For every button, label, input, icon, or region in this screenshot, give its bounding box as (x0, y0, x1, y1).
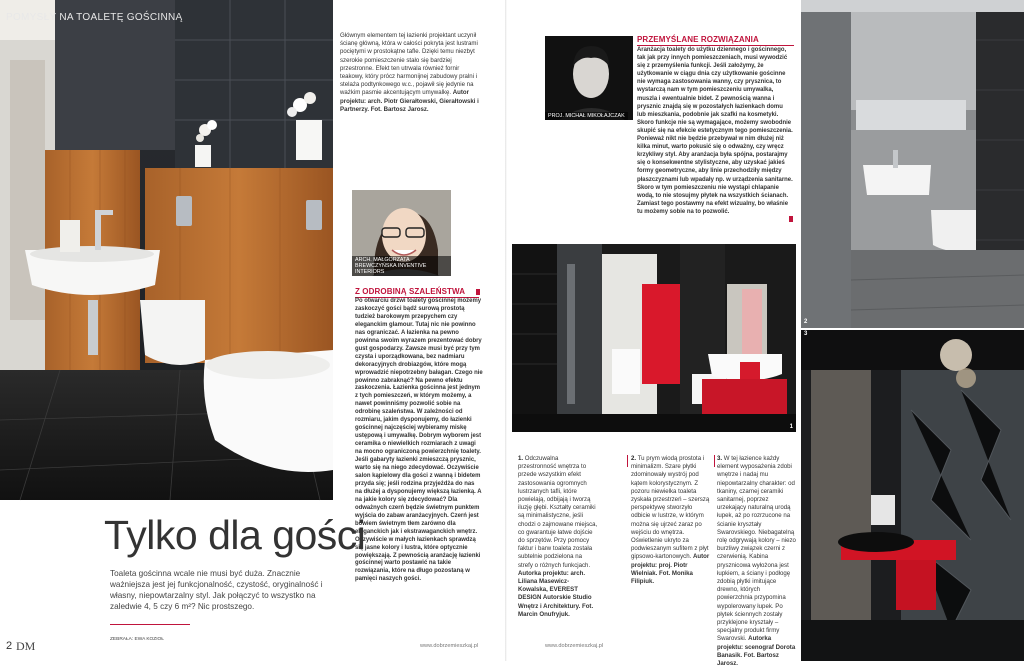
photo-3-illustration (801, 330, 1024, 661)
caption-2-author: Autor projektu: proj. Piotr Wielniak. Fot. Monika Filipiuk. (631, 553, 710, 586)
photo-2-illustration (801, 0, 1024, 328)
caption-divider-2 (714, 455, 715, 467)
page-gutter (505, 0, 507, 661)
caption-2-text: Tu prym wiodą prostota i minimalizm. Szare płytki zdominowały wystrój pod kątem kolorystycznym. Z pozoru niewielka toaleta zyskała przestrzeń – szerszą perspektywę stworzyło odbicie w lustrze, w którym można się ujrzeć zaraz po wejściu do wnętrza. Oświetlenie ukryto za podwieszanym sufitem z płyt gipsowo-kartonowych. (631, 455, 710, 561)
photo-3-label: 3 (804, 331, 808, 337)
caption-3-text: W tej łazience każdy element wyposażenia zdobi wnętrze i nadaj mu niepowtarzalny charakter: od tkaniny, czarnej ceramiki sanitarnej, poprzez urzekający naturalną urodą łupek, aż po rozrzucone na ścianie kryształy Swarovskiego. Niebagatelną rolę odgrywają kolory – niezo burzliwy związek czerni z czerwienią. Kabina prysznicowa wyłożona jest łupkiem, a ściany i podłogę zdobią płytki imitujące drewno, których powierzchnia przypomina wypolerowany łupek. Po płytek ściennych zostały przyklejone kryształy – specjalny produkt firmy Swarovski. (717, 455, 796, 643)
interview-header-left: Z ODROBINĄ SZALEŃSTWA (355, 287, 479, 298)
caption-3 (717, 455, 797, 668)
interview-text-left: Po otwarciu drzwi toalety gościnnej możemy zaskoczyć gości bądź surową prostotą tudzież barokowym przepychem czy eleganckim glamour. Tutaj nic nie powinno nas ograniczać. A łazienka na pewno powinna swoim wyrazem prezentować dobry gust gospodarzy. Zawsze musi być przy tym czysta i uporządkowana, bez nadmiaru dekoracyjnych drobiazgów, które mogą wprowadzić niepotrzebny bałagan. Czego nie powinno zabraknąć? Na pewno efektu zaskoczenia. Łazienka gościnna jest jednym z tych pomieszczeń, w którym możemy, a nawet powinniśmy pozwolić sobie na odrobinę szaleństwa. W zależności od rozmiaru, jakim dysponujemy, do łazienki gościnnej najczęściej wybieramy miskę ustępową i umywalkę. Dobrym wyborem jest ceramika o niewielkich rozmiarach z uwagi na mocno ograniczoną powierzchnię toalety. Jeśli gabaryty łazienki zmieszczą prysznic, warto się na niego zdecydować. Oczywiście salon kąpielowy dla gości z wanną i bidetem przyda się; jeśli rodzina przyjeżdża do nas na dłużej a dysponujemy większą łazienką. A na jakie kolory się zdecydować? Dla odważnych czerń będzie świetnym punktem wyjścia do zabaw aranżacyjnych. Czerń jest bowiem świetnym tłem zarówno dla eleganckich jak i ekstrawaganckich wnętrz. Oczywiście w małych łazienkach sprawdzą się jasne kolory i lustra, które optycznie powiększają. Z pewnością aranżację łazienki gościnnej warto postawić na takie rozwiązania, które na długo pozostaną w pamięci naszych gości. (355, 298, 483, 583)
article-title: Tylko dla gości (104, 512, 366, 558)
caption-1 (518, 455, 598, 619)
portrait-photo-brewczynska (352, 190, 451, 276)
caption-1-text: Odczuwalna przestronność wnętrza to przede wszystkim efekt zastosowania ogromnych lustrzanych tafli, które powielają, odbijają i tworzą iluzję głębi. Kształty ceramiki są minimalistyczne, jeśli chodzi o zajmowane miejsca, co gwarantuje łatwe dojście do sprzętów. Przy pomocy faktur i barw toaleta została subtelnie podzielona na strefy o różnych funkcjach. (518, 455, 598, 569)
intro-column (340, 32, 480, 114)
portrait-photo-mikolajczak (545, 36, 633, 120)
main-bathroom-photo (0, 0, 333, 500)
interview-header-right: PRZEMYŚLANE ROZWIĄZANIA (637, 35, 794, 46)
caption-2 (631, 455, 711, 586)
bathroom-illustration (0, 0, 333, 500)
credit-line (110, 624, 190, 645)
website-left: www.dobrzemieszkaj.pl (420, 643, 479, 649)
intro-author: Autor projektu: arch. Piotr Gierałtowski, Gierałtowski i Partnerzy. Fot. Bartosz Jarosz. (340, 89, 479, 113)
photo-1-label: 1 (789, 424, 793, 430)
page-number: 2 (6, 640, 13, 652)
photo-1-illustration (512, 244, 796, 432)
section-header: POMYSŁY NA TOALETĘ GOŚCINNĄ (6, 12, 183, 23)
magazine-logo: DM (16, 639, 36, 653)
caption-3-number: 3. (717, 455, 723, 462)
interview-text-right: Aranżacja toalety do użytku dziennego i gościnnego, tak jak przy innych pomieszczeniach, musi wywodzić się z przemyślenia funkcji. Jeśli założymy, że użytkowanie w ciągu dnia czy użytkowanie gościnne nie wymaga zastosowania wanny, czy prysznica, to wystarczą nam w tym pomieszczeniu umywalka, muszla i ewentualnie bidet. Z pewnością wanna i prysznic znajdą się w pozostałych łazienkach domu lub mieszkania, podobnie jak szafki na kosmetyki. Skoro funkcje nie są wymagające, możemy swobodnie skupić się na efekcie estetycznym tego pomieszczenia. Ponieważ nikt nie będzie przebywał w nim dłużej niż kilka minut, warto pokusić się o odważny, czy wręcz krzykliwy styl. Aby aranżacja była spójna, postarajmy się o konsekwentne stylistyczne, aby uzyskać jakieś formy geometryczne, aby linie przechodziły między płaszczyznami lub wpadały np. w urządzenia sanitarne. Skoro w tym pomieszczeniu nie wystąpi chlapanie wodą, to nie stosujmy płytek na wszystkich ścianach. Zamiast tego postawmy na efekt wizualny, bo właśnie tu możemy sobie na to pozwolić. (637, 47, 793, 215)
header-accent-bar-left (476, 289, 480, 295)
caption-1-author: Autorka projektu: arch. Liliana Masewicz-Kowalska, EVEREST DESIGN Autorskie Studio Wnętrz i Architektury. Fot. Marcin Onufryjuk. (518, 569, 594, 618)
portrait-man-illustration (545, 36, 633, 120)
portrait-caption-brewczynska: ARCH. MAŁGORZATA BREWCZYŃSKA INVENTIVE INTERIORS (352, 256, 451, 276)
caption-3-author: Autorka projektu: scenograf Dorota Banasik. Fot. Bartosz Jarosz. (717, 635, 796, 668)
article-lead: Toaleta gościnna wcale nie musi być duża. Znacznie ważniejsza jest jej funkcjonalność, czystość, oryginalność i własny, niepowtarzalny styl. Jak połączyć to wszystko na zaledwie 4, 5 czy 6 m²? Nic prostszego. (110, 569, 323, 611)
end-accent-bar-right (789, 216, 793, 222)
caption-2-number: 2. (631, 455, 637, 462)
credit-text: ZEBRAŁA: EWA KOZIOŁ (110, 637, 164, 642)
photo-1-red-black-bathroom (512, 244, 796, 432)
intro-text: Głównym elementem tej łazienki projektant uczynił ścianę główną, która w całości pokryta jest lustrami pociętymi w prostokątne tafle. Dzięki temu niezbyt szerokie pomieszczenie stało się bardziej przestronne. Efekt ten utrwala również fornir teakowy, który prócz harmonijnej zabudowy pralni i stelaża podtynkowego w.c., pojawił się jedynie na ważkim pasmie akcentującym umywalkę. (340, 32, 478, 97)
caption-1-number: 1. (518, 455, 524, 462)
website-right: www.dobrzemieszkaj.pl (545, 643, 604, 649)
photo-2-grey-bathroom (801, 0, 1024, 328)
caption-divider-1 (627, 455, 628, 467)
photo-3-slate-bathroom (801, 330, 1024, 661)
photo-2-label: 2 (804, 319, 808, 325)
portrait-caption-mikolajczak: PROJ. MICHAŁ MIKOŁAJCZAK (545, 112, 628, 120)
